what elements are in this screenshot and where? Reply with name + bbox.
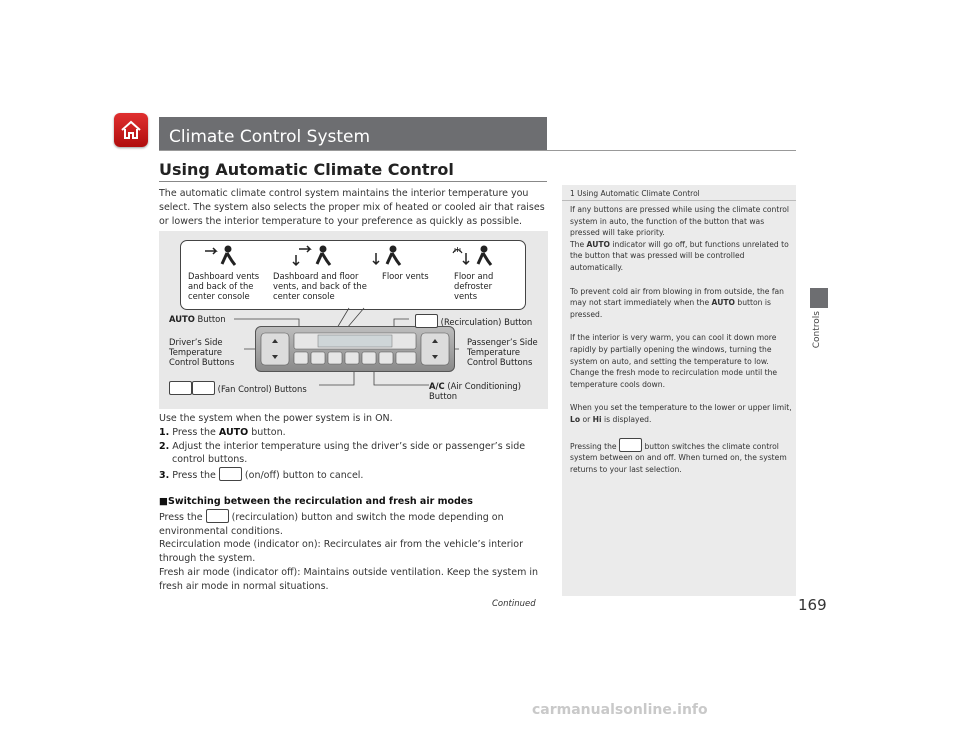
page-number: 169 xyxy=(798,596,827,614)
vent-dashboard-icon xyxy=(202,245,236,267)
sidebar-body xyxy=(570,204,792,475)
steps-lead: Use the system when the power system is in ON. xyxy=(159,413,393,424)
continued-label: Continued xyxy=(492,599,536,609)
vent-label-floor-defrost: Floor and defroster vents xyxy=(454,271,494,301)
driver-temp-label: Driver’s Side Temperature Control Buttons xyxy=(169,337,235,367)
fan-control-label: (Fan Control) Buttons xyxy=(169,381,307,395)
sidebar-heading-rule xyxy=(562,200,796,201)
recirc-p3: Fresh air mode (indicator off): Maintains outside ventilation. Keep the system in fresh air mode in normal situations. xyxy=(159,566,539,592)
on-off-icon xyxy=(219,467,242,481)
auto-button-label: AUTO Button xyxy=(169,314,226,324)
recirculation-icon xyxy=(206,509,229,523)
section-tab[interactable] xyxy=(810,288,828,308)
panel-buttons-graphic xyxy=(256,327,454,371)
recirc-p2: Recirculation mode (indicator on): Recirculates air from the vehicle’s interior through the system. xyxy=(159,539,524,565)
recirc-p1: Press the (recirculation) button and switch the mode depending on environmental conditions. xyxy=(159,509,549,539)
steps-block xyxy=(159,412,549,483)
vent-floor-defrost-icon xyxy=(451,245,493,267)
home-button[interactable] xyxy=(114,113,148,147)
step-2: 2. Adjust the interior temperature using the driver’s side or passenger’s side control buttons. xyxy=(159,440,526,466)
intro-paragraph: The automatic climate control system maintains the interior temperature you select. The system also selects the proper mix of heated or cooled air that raises or lowers the interior temperature to your preference as quickly as possible. xyxy=(159,188,545,227)
section-tab-label: Controls xyxy=(812,311,822,349)
watermark: carmanualsonline.info xyxy=(532,702,708,718)
fan-down-icon xyxy=(169,381,192,395)
on-off-icon xyxy=(619,438,642,452)
note-6: Pressing the button switches the climate control system between on and off. When turned on, the system returns to your last selection. xyxy=(570,438,792,476)
title-rule xyxy=(159,150,796,151)
recirculation-icon xyxy=(415,314,438,328)
sidebar-heading: 1 Using Automatic Climate Control xyxy=(570,189,700,198)
recirc-button-label: (Recirculation) Button xyxy=(415,314,532,328)
note-5: When you set the temperature to the lower or upper limit, Lo or Hi is displayed. xyxy=(570,403,792,424)
vent-label-dashboard: Dashboard vents and back of the center console xyxy=(188,271,260,301)
passenger-temp-label: Passenger’s Side Temperature Control Buttons xyxy=(467,337,538,367)
climate-control-panel xyxy=(255,326,455,372)
vent-floor-icon xyxy=(370,245,404,267)
fan-up-icon xyxy=(192,381,215,395)
heading-marker-icon: ■ xyxy=(159,496,168,507)
note-3: To prevent cold air from blowing in from outside, the fan may not start immediately when the AUTO button is pressed. xyxy=(570,286,784,319)
recirc-section xyxy=(159,495,549,594)
step-3: 3. Press the (on/off) button to cancel. xyxy=(159,467,549,483)
note-1: If any buttons are pressed while using the climate control system in auto, the function of the button that was pressed will take priority. xyxy=(570,205,790,238)
page-title: Climate Control System xyxy=(169,127,371,147)
note-2: The AUTO indicator will go off, but functions unrelated to the button that was pressed will be controlled automatically. xyxy=(570,239,789,272)
note-4: If the interior is very warm, you can cool it down more rapidly by partially opening the windows, turning the system on auto, and setting the temperature to low. Change the fresh mode to recirculation mode until the temperature cools down. xyxy=(570,333,778,389)
home-icon xyxy=(120,119,142,141)
recirc-heading: ■Switching between the recirculation and fresh air modes xyxy=(159,496,473,507)
vent-label-bilevel: Dashboard and floor vents, and back of the center console xyxy=(273,271,367,301)
section-title: Using Automatic Climate Control xyxy=(159,160,454,179)
vent-bilevel-icon xyxy=(292,245,332,267)
step-1: 1. Press the AUTO button. xyxy=(159,426,286,438)
ac-button-label: A/C (Air Conditioning) Button xyxy=(429,381,521,401)
vent-label-floor: Floor vents xyxy=(382,271,429,281)
section-rule xyxy=(159,181,547,182)
note-marker-icon: 1 xyxy=(570,189,575,198)
